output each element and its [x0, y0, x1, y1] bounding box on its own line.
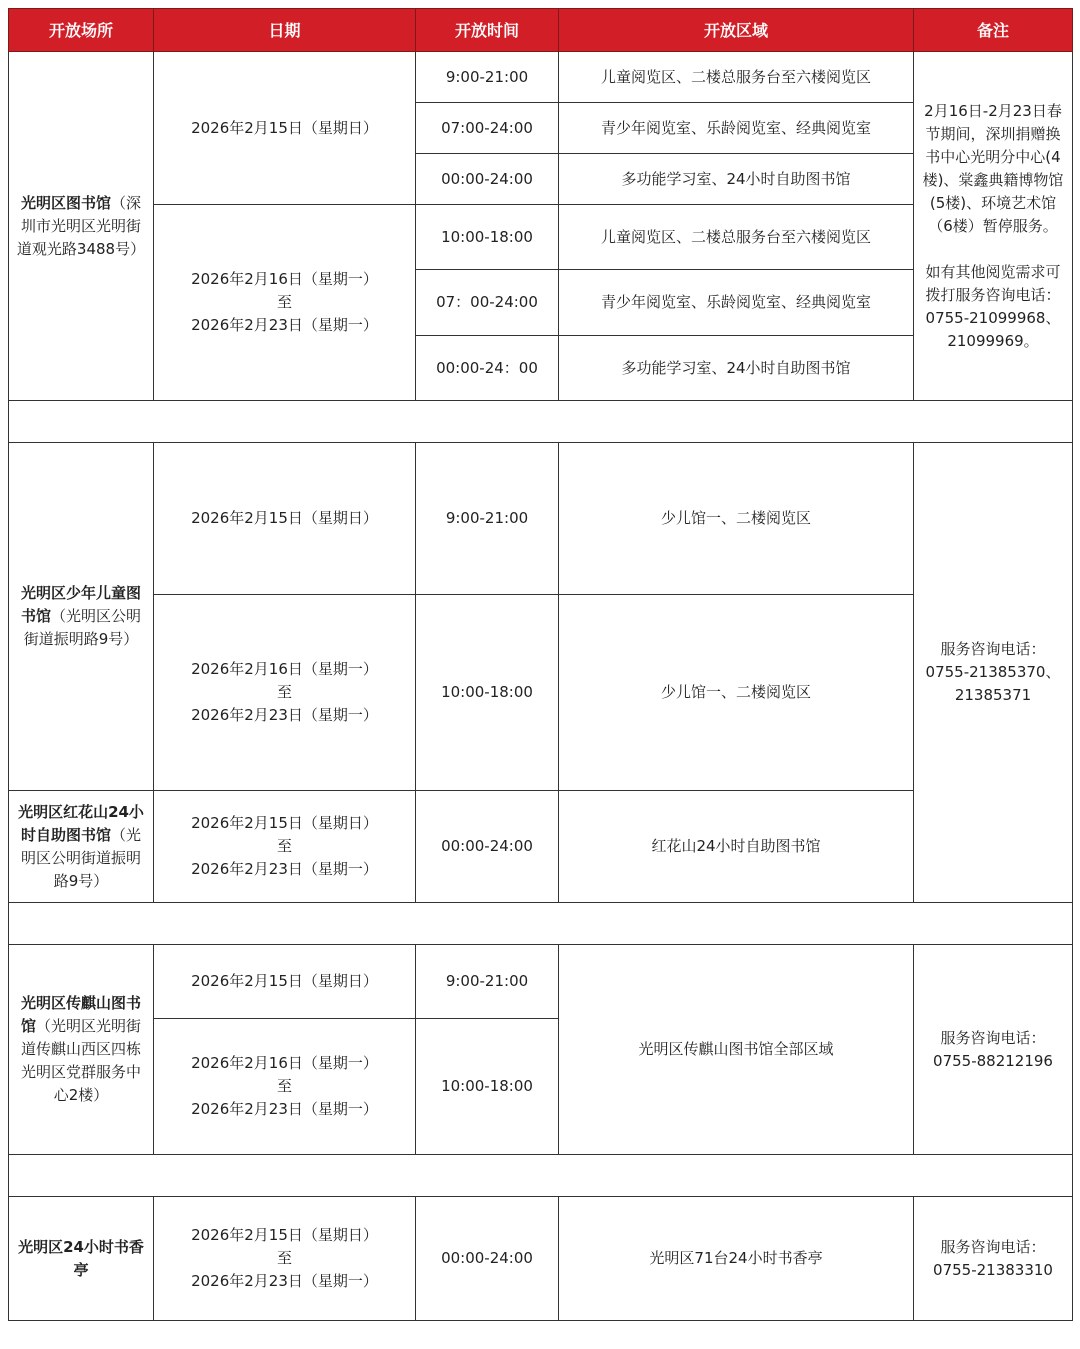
header-venue: 开放场所	[9, 9, 154, 52]
table-row	[9, 595, 1073, 791]
header-area: 开放区域	[559, 9, 914, 52]
separator-row	[9, 1155, 1073, 1197]
venue-book-kiosk: 光明区24小时书香亭	[9, 1197, 154, 1321]
separator-row	[9, 401, 1073, 443]
table-row	[9, 443, 1073, 595]
table-row	[9, 791, 1073, 903]
opening-schedule-table	[8, 8, 1073, 1321]
date-cell: 2026年2月15日（星期日）	[154, 945, 416, 1019]
time-cell: 9:00-21:00	[416, 945, 559, 1019]
time-cell: 07：00-24:00	[416, 270, 559, 336]
date-cell: 2026年2月15日（星期日）	[154, 443, 416, 595]
area-cell: 光明区71台24小时书香亭	[559, 1197, 914, 1321]
separator-row	[9, 903, 1073, 945]
time-cell: 9:00-21:00	[416, 52, 559, 103]
note-cell: 服务咨询电话：0755-21385370、21385371	[914, 443, 1073, 903]
time-cell: 00:00-24：00	[416, 336, 559, 401]
time-cell: 00:00-24:00	[416, 154, 559, 205]
header-note: 备注	[914, 9, 1073, 52]
date-cell: 2026年2月15日（星期日） 至 2026年2月23日（星期一）	[154, 1197, 416, 1321]
date-cell: 2026年2月15日（星期日） 至 2026年2月23日（星期一）	[154, 791, 416, 903]
date-cell: 2026年2月16日（星期一） 至 2026年2月23日（星期一）	[154, 205, 416, 401]
note-cell: 服务咨询电话：0755-21383310	[914, 1197, 1073, 1321]
area-cell: 多功能学习室、24小时自助图书馆	[559, 336, 914, 401]
venue-chuanqishan-library: 光明区传麒山图书馆（光明区光明街道传麒山西区四栋光明区党群服务中心2楼）	[9, 945, 154, 1155]
table-row	[9, 205, 1073, 270]
area-cell: 青少年阅览室、乐龄阅览室、经典阅览室	[559, 103, 914, 154]
area-cell: 少儿馆一、二楼阅览区	[559, 595, 914, 791]
date-cell: 2026年2月16日（星期一） 至 2026年2月23日（星期一）	[154, 595, 416, 791]
time-cell: 00:00-24:00	[416, 791, 559, 903]
table-row	[9, 52, 1073, 103]
area-cell: 儿童阅览区、二楼总服务台至六楼阅览区	[559, 205, 914, 270]
time-cell: 10:00-18:00	[416, 205, 559, 270]
time-cell: 07:00-24:00	[416, 103, 559, 154]
header-time: 开放时间	[416, 9, 559, 52]
note-phone: 如有其他阅览需求可拨打服务咨询电话：0755-21099968、21099969。	[925, 262, 1061, 350]
header-date: 日期	[154, 9, 416, 52]
area-cell: 红花山24小时自助图书馆	[559, 791, 914, 903]
venue-guangming-library: 光明区图书馆（深圳市光明区光明街道观光路3488号）	[9, 52, 154, 401]
note-cell	[914, 52, 1073, 401]
area-cell: 多功能学习室、24小时自助图书馆	[559, 154, 914, 205]
time-cell: 10:00-18:00	[416, 1019, 559, 1155]
table-row	[9, 1197, 1073, 1321]
time-cell: 10:00-18:00	[416, 595, 559, 791]
venue-honghuashan-library: 光明区红花山24小时自助图书馆（光明区公明街道振明路9号）	[9, 791, 154, 903]
note-cell: 服务咨询电话：0755-88212196	[914, 945, 1073, 1155]
venue-children-library: 光明区少年儿童图书馆（光明区公明街道振明路9号）	[9, 443, 154, 791]
note-closure: 2月16日-2月23日春节期间，深圳捐赠换书中心光明分中心(4楼)、棠鑫典籍博物馆(5楼)、环境艺术馆（6楼）暂停服务。	[922, 101, 1064, 235]
area-cell: 青少年阅览室、乐龄阅览室、经典阅览室	[559, 270, 914, 336]
date-cell: 2026年2月16日（星期一） 至 2026年2月23日（星期一）	[154, 1019, 416, 1155]
time-cell: 00:00-24:00	[416, 1197, 559, 1321]
table-row	[9, 945, 1073, 1019]
area-cell: 儿童阅览区、二楼总服务台至六楼阅览区	[559, 52, 914, 103]
date-cell: 2026年2月15日（星期日）	[154, 52, 416, 205]
time-cell: 9:00-21:00	[416, 443, 559, 595]
table-header-row	[9, 9, 1073, 52]
area-cell: 少儿馆一、二楼阅览区	[559, 443, 914, 595]
area-cell: 光明区传麒山图书馆全部区域	[559, 945, 914, 1155]
